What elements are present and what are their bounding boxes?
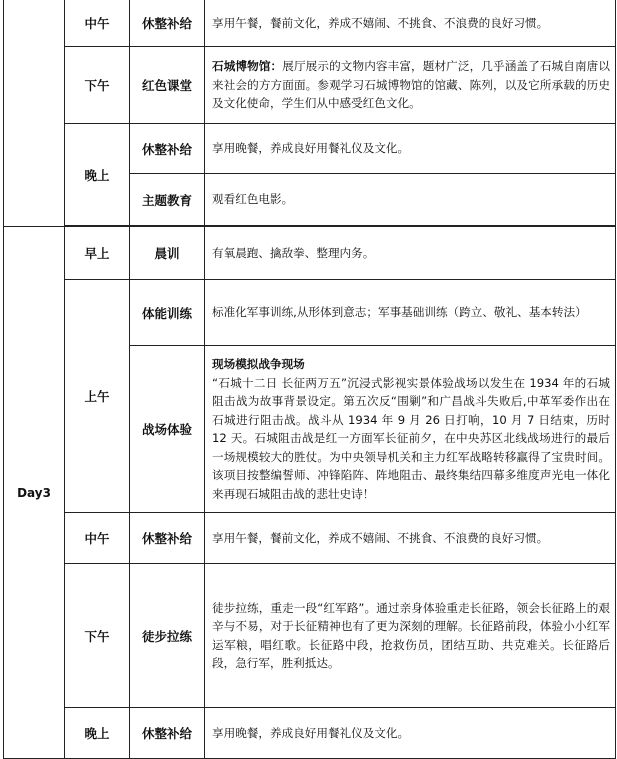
activity-cell: 战场体验 bbox=[130, 346, 205, 513]
activity-cell: 休整补给 bbox=[130, 124, 205, 174]
table-row bbox=[4, 124, 616, 174]
time-cell: 晚上 bbox=[65, 708, 130, 759]
time-cell: 上午 bbox=[65, 280, 130, 513]
time-cell: 下午 bbox=[65, 47, 130, 124]
activity-cell: 休整补给 bbox=[130, 708, 205, 759]
description-cell: 观看红色电影。 bbox=[205, 174, 616, 226]
description-cell: 享用午餐，餐前文化，养成不嬉闹、不挑食、不浪费的良好习惯。 bbox=[205, 0, 616, 47]
table-row bbox=[4, 513, 616, 564]
description-cell bbox=[205, 47, 616, 124]
description-text: “石城十二日 长征两万五”沉浸式影视实景体验战场以发生在 1934 年的石城阻击战为故事背景设定。第五次反“围剿”和广昌战斗失败后,中革军委作出在石城进行阻击战。战斗从 1934 年 9 月 26 日打响，10 月 7 日结束，历时 12 天。石城阻击战是红一方面军长征前夕，在中央苏区北线战场进行的最后一场规模较大的胜仗。为中央领导机关和主力红军战略转移赢得了宝贵时间。该项目按整编誓师、冲锋陷阵、阵地阻击、最终集结四幕多维度声光电一体化来再现石城阻击战的悲壮史诗！ bbox=[212, 375, 610, 501]
activity-cell: 休整补给 bbox=[130, 513, 205, 564]
day-cell-previous bbox=[4, 0, 65, 227]
activity-cell: 体能训练 bbox=[130, 280, 205, 346]
time-cell: 下午 bbox=[65, 564, 130, 708]
description-title: 石城博物馆： bbox=[212, 59, 283, 74]
description-text: 展厅展示的文物内容丰富，题材广泛，几乎涵盖了石城自南唐以来社会的方方面面。参观学习石城博物馆的馆藏、陈列，以及它所承载的历史及文化使命，学生们从中感受红色文化。 bbox=[212, 59, 610, 111]
time-cell: 早上 bbox=[65, 227, 130, 280]
activity-cell: 红色课堂 bbox=[130, 47, 205, 124]
day-cell: Day3 bbox=[4, 227, 65, 759]
description-cell: 有氧晨跑、擒敌拳、整理内务。 bbox=[205, 227, 616, 280]
time-cell: 中午 bbox=[65, 0, 130, 47]
description-cell: 标准化军事训练,从形体到意志；军事基础训练（跨立、敬礼、基本转法） bbox=[205, 280, 616, 346]
description-title: 现场模拟战争现场 bbox=[212, 357, 305, 371]
description-cell: 徒步拉练，重走一段“红军路”。通过亲身体验重走长征路，领会长征路上的艰辛与不易，对于长征精神也有了更为深刻的理解。长征路前段，体验小小红军运军粮，唱红歌。长征路中段，抢救伤员，团结互助、共克难关。长征路后段，急行军，胜利抵达。 bbox=[205, 564, 616, 708]
activity-cell: 徒步拉练 bbox=[130, 564, 205, 708]
description-cell: 享用晚餐，养成良好用餐礼仪及文化。 bbox=[205, 124, 616, 174]
schedule-table bbox=[3, 0, 616, 759]
description-cell: 享用晚餐，养成良好用餐礼仪及文化。 bbox=[205, 708, 616, 759]
time-cell: 中午 bbox=[65, 513, 130, 564]
table-row bbox=[4, 227, 616, 280]
activity-cell: 主题教育 bbox=[130, 174, 205, 226]
description-cell: 享用午餐，餐前文化，养成不嬉闹、不挑食、不浪费的良好习惯。 bbox=[205, 513, 616, 564]
table-row bbox=[4, 564, 616, 708]
table-row bbox=[4, 708, 616, 759]
description-cell bbox=[205, 346, 616, 513]
time-cell: 晚上 bbox=[65, 124, 130, 226]
table-row bbox=[4, 0, 616, 47]
table-row bbox=[4, 47, 616, 124]
activity-cell: 休整补给 bbox=[130, 0, 205, 47]
table-row bbox=[4, 280, 616, 346]
activity-cell: 晨训 bbox=[130, 227, 205, 280]
